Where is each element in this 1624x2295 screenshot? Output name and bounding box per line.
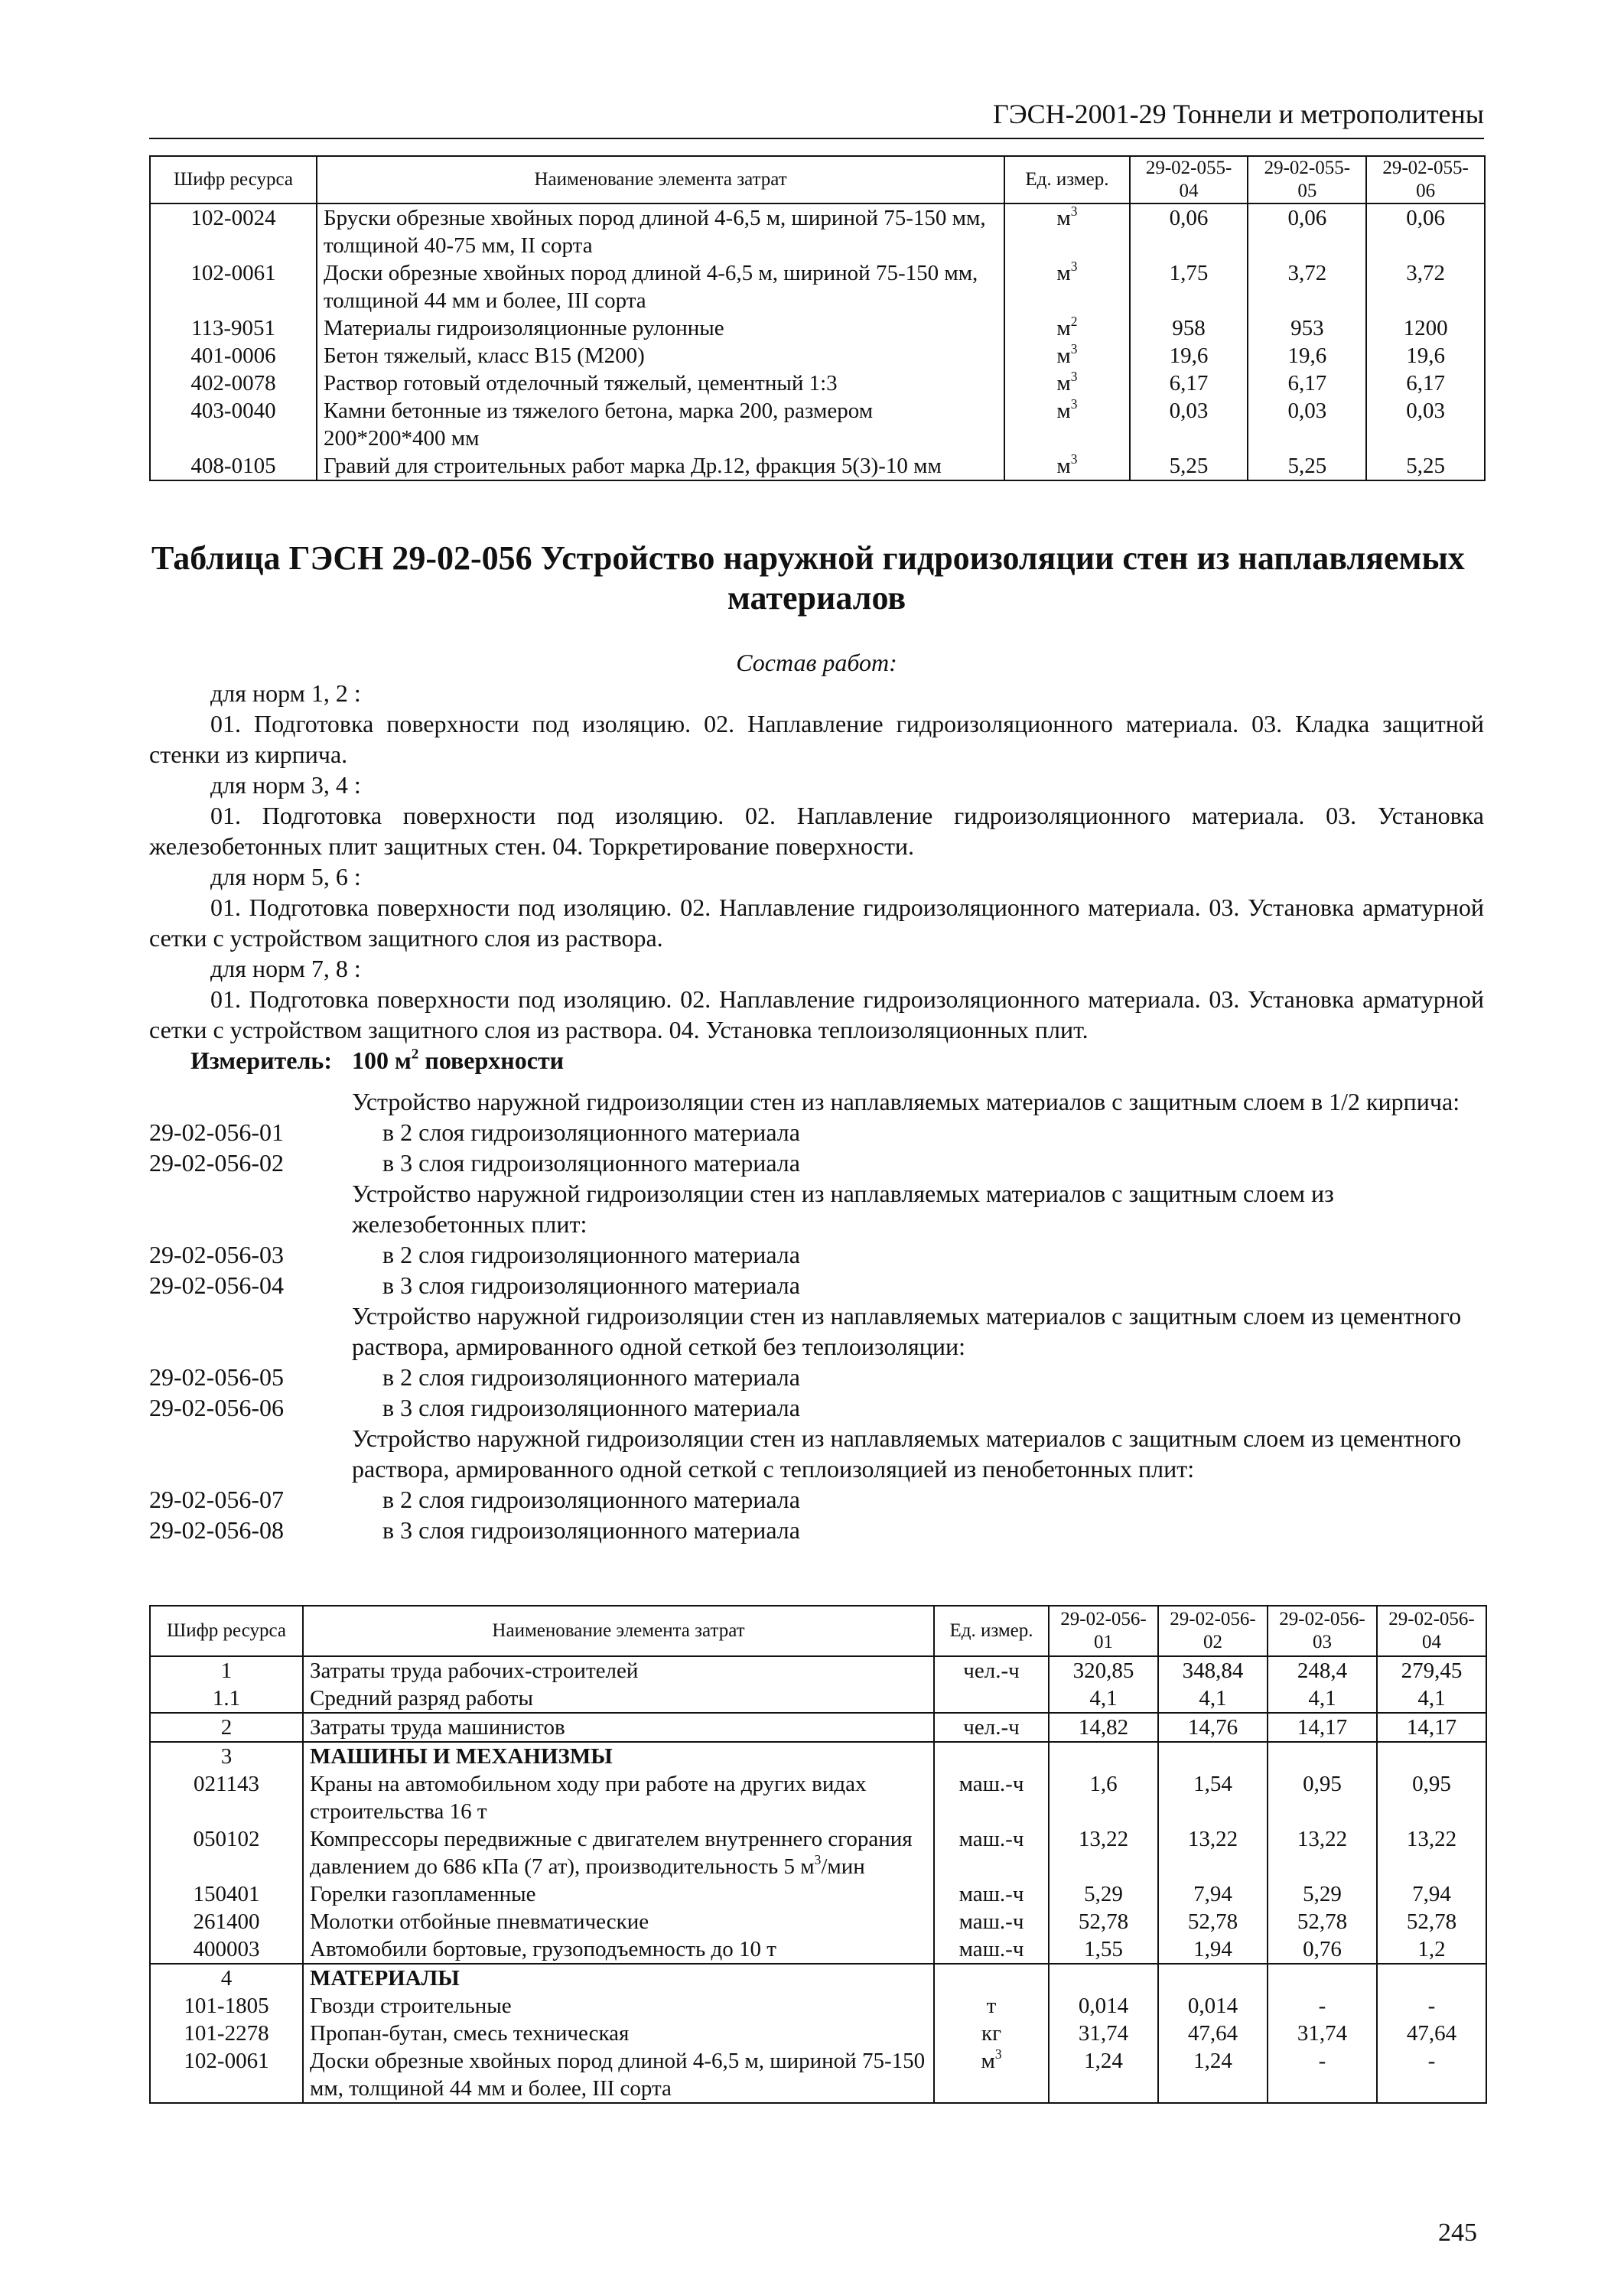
meter-value: 100 $м^2$ поверхности (351, 1046, 565, 1074)
works-description: 01. Подготовка поверхности под изоляцию. 02. Наплавление гидроизоляционного материала. 03. Кладка защитной стенки из кирпича. (149, 710, 1484, 768)
value (1049, 1742, 1158, 1770)
norm-description: в 3 слоя гидроизоляционного материала (382, 1271, 800, 1299)
value: 1,6 (1049, 1770, 1158, 1825)
column-header: 29-02-056-03 (1268, 1606, 1377, 1656)
value: 19,6 (1130, 342, 1248, 369)
value: 0,06 (1130, 203, 1248, 259)
value: 4,1 (1377, 1685, 1486, 1713)
resource-code: 402-0078 (150, 369, 317, 397)
superscript: 3 (1070, 397, 1078, 412)
norm-description: в 2 слоя гидроизоляционного материала (382, 1363, 800, 1391)
table-header-row (150, 156, 1485, 203)
unit: $м^3$ (1004, 452, 1129, 480)
value: 13,22 (1158, 1825, 1268, 1880)
value: 14,82 (1049, 1713, 1158, 1742)
resource-code: 4 (150, 1964, 303, 1992)
norm-code: 29-02-056-02 (149, 1149, 284, 1177)
table-row (150, 2047, 1486, 2103)
norm-description: Устройство наружной гидроизоляции стен из наплавляемых материалов с защитным слоем в 1/2 кирпича: (352, 1088, 1460, 1115)
value: 0,76 (1268, 1935, 1377, 1964)
superscript: 2 (411, 1046, 419, 1063)
table-header-row (150, 1606, 1486, 1656)
resource-table-056 (149, 1605, 1487, 2104)
value: 1,24 (1049, 2047, 1158, 2103)
value (1268, 1964, 1377, 1992)
resource-name: Доски обрезные хвойных пород длиной 4-6,5 м, шириной 75-150 мм, толщиной 44 мм и более, III сорта (317, 259, 1004, 314)
works-norm-label: для норм 5, 6 : (210, 863, 361, 890)
value: 4,1 (1049, 1685, 1158, 1713)
norm-list (149, 1086, 1484, 1545)
value (1158, 1742, 1268, 1770)
resource-name: Затраты труда рабочих-строителей (303, 1656, 934, 1685)
column-header: Наименование элемента затрат (317, 156, 1004, 203)
table-row (150, 1656, 1486, 1685)
norm-row (149, 1423, 1484, 1484)
value: 13,22 (1049, 1825, 1158, 1880)
norm-code (149, 1300, 352, 1362)
unit: чел.-ч (934, 1656, 1049, 1685)
works-description: 01. Подготовка поверхности под изоляцию. 02. Наплавление гидроизоляционного материала. 03. Установка арматурной сетки с устройством защитного слоя из раствора. (149, 894, 1484, 952)
resource-code: 3 (150, 1742, 303, 1770)
table-row (150, 1825, 1486, 1880)
resource-name: Горелки газопламенные (303, 1880, 934, 1908)
value (1377, 1742, 1486, 1770)
value: 52,78 (1268, 1908, 1377, 1935)
value: 0,95 (1268, 1770, 1377, 1825)
resource-name: Бетон тяжелый, класс В15 (М200) (317, 342, 1004, 369)
works-norm-label: для норм 3, 4 : (210, 771, 361, 799)
resource-table-055 (149, 155, 1486, 481)
resource-name: Материалы гидроизоляционные рулонные (317, 314, 1004, 342)
meter-label: Измеритель: (190, 1047, 332, 1074)
value: 7,94 (1377, 1880, 1486, 1908)
value: 13,22 (1268, 1825, 1377, 1880)
table-row (150, 203, 1485, 259)
value: 5,29 (1268, 1880, 1377, 1908)
superscript: 3 (994, 2047, 1002, 2062)
value: - (1268, 1992, 1377, 2020)
value: 5,25 (1248, 452, 1366, 480)
resource-code: 400003 (150, 1935, 303, 1964)
column-header: 29-02-055-06 (1366, 156, 1485, 203)
resource-code: 021143 (150, 1770, 303, 1825)
page-number: 245 (1438, 2218, 1477, 2247)
value: 13,22 (1377, 1825, 1486, 1880)
value: 348,84 (1158, 1656, 1268, 1685)
unit: $м^3$ (1004, 342, 1129, 369)
column-header: 29-02-056-02 (1158, 1606, 1268, 1656)
value: 3,72 (1366, 259, 1485, 314)
norm-code: 29-02-056-01 (149, 1118, 284, 1146)
value: 14,17 (1268, 1713, 1377, 1742)
resource-name: Молотки отбойные пневматические (303, 1908, 934, 1935)
column-header: Шифр ресурса (150, 156, 317, 203)
table-row (150, 369, 1485, 397)
value: 5,25 (1366, 452, 1485, 480)
value: 0,03 (1130, 397, 1248, 452)
works-description: 01. Подготовка поверхности под изоляцию. 02. Наплавление гидроизоляционного материала. 03. Установка железобетонных плит защитных стен. 04. Торкретирование поверхности. (149, 802, 1484, 860)
value: 248,4 (1268, 1656, 1377, 1685)
table-row (150, 1964, 1486, 1992)
unit (934, 1964, 1049, 1992)
unit: маш.-ч (934, 1825, 1049, 1880)
norm-description: в 3 слоя гидроизоляционного материала (382, 1149, 800, 1177)
value: 47,64 (1377, 2020, 1486, 2047)
resource-name: Бруски обрезные хвойных пород длиной 4-6,5 м, шириной 75-150 мм, толщиной 40-75 мм, II сорта (317, 203, 1004, 259)
resource-name: Гвозди строительные (303, 1992, 934, 2020)
unit: маш.-ч (934, 1770, 1049, 1825)
table-row (150, 1685, 1486, 1713)
norm-description: Устройство наружной гидроизоляции стен из наплавляемых материалов с защитным слоем из цементного раствора, армированного одной сеткой с теплоизоляцией из пенобетонных плит: (352, 1424, 1462, 1483)
value: 279,45 (1377, 1656, 1486, 1685)
unit: т (934, 1992, 1049, 2020)
norm-row (149, 1178, 1484, 1239)
resource-code: 150401 (150, 1880, 303, 1908)
superscript: 3 (1070, 203, 1078, 219)
norm-code (149, 1178, 352, 1239)
value: 6,17 (1248, 369, 1366, 397)
norm-row (149, 1086, 1484, 1117)
norm-description: в 2 слоя гидроизоляционного материала (382, 1241, 800, 1268)
resource-name: Пропан-бутан, смесь техническая (303, 2020, 934, 2047)
unit (934, 1685, 1049, 1713)
table-row (150, 1770, 1486, 1825)
resource-code: 403-0040 (150, 397, 317, 452)
header-rule (149, 138, 1484, 139)
value: 19,6 (1366, 342, 1485, 369)
superscript: 3 (1070, 452, 1078, 467)
works-description: 01. Подготовка поверхности под изоляцию. 02. Наплавление гидроизоляционного материала. 03. Установка арматурной сетки с устройством защитного слоя из раствора. 04. Установка теплоизоляционных плит. (149, 985, 1484, 1043)
value: 5,25 (1130, 452, 1248, 480)
value: 1,75 (1130, 259, 1248, 314)
resource-code: 401-0006 (150, 342, 317, 369)
value: 320,85 (1049, 1656, 1158, 1685)
unit: $м^3$ (1004, 369, 1129, 397)
table-row (150, 259, 1485, 314)
unit (934, 1742, 1049, 1770)
resource-code: 102-0024 (150, 203, 317, 259)
value: 14,76 (1158, 1713, 1268, 1742)
norm-code: 29-02-056-07 (149, 1486, 284, 1513)
resource-name: Доски обрезные хвойных пород длиной 4-6,5 м, шириной 75-150 мм, толщиной 44 мм и более, III сорта (303, 2047, 934, 2103)
value: 0,014 (1049, 1992, 1158, 2020)
resource-code: 101-1805 (150, 1992, 303, 2020)
column-header: 29-02-055-05 (1248, 156, 1366, 203)
table-row (150, 1935, 1486, 1964)
value: 1,94 (1158, 1935, 1268, 1964)
table-row (150, 1880, 1486, 1908)
value: - (1377, 2047, 1486, 2103)
table-row (150, 2020, 1486, 2047)
resource-name: Автомобили бортовые, грузоподъемность до 10 т (303, 1935, 934, 1964)
norm-code (149, 1086, 352, 1117)
value: 1,24 (1158, 2047, 1268, 2103)
value: 1200 (1366, 314, 1485, 342)
norm-row (149, 1270, 1484, 1300)
table-row (150, 1742, 1486, 1770)
norm-row (149, 1148, 1484, 1178)
resource-code: 408-0105 (150, 452, 317, 480)
running-header: ГЭСН-2001-29 Тоннели и метрополитены (993, 99, 1484, 129)
value: 5,29 (1049, 1880, 1158, 1908)
table-title (149, 539, 1484, 617)
resource-name: Краны на автомобильном ходу при работе на других видах строительства 16 т (303, 1770, 934, 1825)
superscript: 3 (1070, 342, 1078, 356)
norm-description: Устройство наружной гидроизоляции стен из наплавляемых материалов с защитным слоем из цементного раствора, армированного одной сеткой без теплоизоляции: (352, 1302, 1462, 1360)
table-row (150, 452, 1485, 480)
norm-description: в 2 слоя гидроизоляционного материала (382, 1486, 800, 1513)
norm-row (149, 1484, 1484, 1515)
value: 3,72 (1248, 259, 1366, 314)
column-header: Наименование элемента затрат (303, 1606, 934, 1656)
norm-code: 29-02-056-03 (149, 1241, 284, 1268)
resource-code: 2 (150, 1713, 303, 1742)
value: 7,94 (1158, 1880, 1268, 1908)
value: 52,78 (1049, 1908, 1158, 1935)
table-row (150, 397, 1485, 452)
unit: $м^2$ (1004, 314, 1129, 342)
column-header: Ед. измер. (934, 1606, 1049, 1656)
norm-row (149, 1392, 1484, 1423)
resource-code: 101-2278 (150, 2020, 303, 2047)
superscript: 2 (1070, 314, 1078, 329)
unit: $м^3$ (1004, 397, 1129, 452)
value: 0,95 (1377, 1770, 1486, 1825)
value: 0,03 (1248, 397, 1366, 452)
value: 19,6 (1248, 342, 1366, 369)
resource-code: 261400 (150, 1908, 303, 1935)
norm-code: 29-02-056-05 (149, 1363, 284, 1391)
resource-name: Затраты труда машинистов (303, 1713, 934, 1742)
table-title-line-2: материалов (727, 579, 906, 617)
value: 52,78 (1158, 1908, 1268, 1935)
resource-name: Камни бетонные из тяжелого бетона, марка 200, размером 200*200*400 мм (317, 397, 1004, 452)
resource-code: 050102 (150, 1825, 303, 1880)
resource-name: МАШИНЫ И МЕХАНИЗМЫ (303, 1742, 934, 1770)
unit: кг (934, 2020, 1049, 2047)
table-row (150, 342, 1485, 369)
value (1158, 1964, 1268, 1992)
unit: маш.-ч (934, 1935, 1049, 1964)
norm-description: в 3 слоя гидроизоляционного материала (382, 1394, 800, 1421)
value: 52,78 (1377, 1908, 1486, 1935)
unit: $м^3$ (934, 2047, 1049, 2103)
meter-line (149, 1045, 1484, 1076)
superscript: 3 (1070, 259, 1078, 274)
unit: $м^3$ (1004, 259, 1129, 314)
superscript: 3 (1070, 369, 1078, 384)
column-header: 29-02-056-01 (1049, 1606, 1158, 1656)
value (1049, 1964, 1158, 1992)
column-header: Ед. измер. (1004, 156, 1129, 203)
resource-code: 102-0061 (150, 259, 317, 314)
table-row (150, 1908, 1486, 1935)
value: 14,17 (1377, 1713, 1486, 1742)
value: 4,1 (1268, 1685, 1377, 1713)
norm-row (149, 1300, 1484, 1362)
superscript: 3 (814, 1851, 822, 1867)
table-row (150, 314, 1485, 342)
norm-code: 29-02-056-04 (149, 1271, 284, 1299)
value: 958 (1130, 314, 1248, 342)
value: 1,2 (1377, 1935, 1486, 1964)
value: - (1377, 1992, 1486, 2020)
value: 0,06 (1248, 203, 1366, 259)
table-title-line-1: Таблица ГЭСН 29-02-056 Устройство наружной гидроизоляции стен из наплавляемых (151, 539, 1465, 577)
table-row (150, 1992, 1486, 2020)
value: 953 (1248, 314, 1366, 342)
norm-code: 29-02-056-06 (149, 1394, 284, 1421)
norm-row (149, 1515, 1484, 1545)
resource-code: 113-9051 (150, 314, 317, 342)
column-header: 29-02-055-04 (1130, 156, 1248, 203)
value: 47,64 (1158, 2020, 1268, 2047)
unit: чел.-ч (934, 1713, 1049, 1742)
column-header: 29-02-056-04 (1377, 1606, 1486, 1656)
norm-row (149, 1239, 1484, 1270)
works-heading: Состав работ: (736, 649, 897, 676)
value: 0,014 (1158, 1992, 1268, 2020)
resource-name: Гравий для строительных работ марка Др.12, фракция 5(3)-10 мм (317, 452, 1004, 480)
norm-code: 29-02-056-08 (149, 1516, 284, 1544)
resource-name: Средний разряд работы (303, 1685, 934, 1713)
resource-name: МАТЕРИАЛЫ (303, 1964, 934, 1992)
value (1268, 1742, 1377, 1770)
value: - (1268, 2047, 1377, 2103)
unit: $м^3$ (1004, 203, 1129, 259)
value: 4,1 (1158, 1685, 1268, 1713)
value: 0,03 (1366, 397, 1485, 452)
table-row (150, 1713, 1486, 1742)
value: 1,54 (1158, 1770, 1268, 1825)
column-header: Шифр ресурса (150, 1606, 303, 1656)
norm-description: в 3 слоя гидроизоляционного материала (382, 1516, 800, 1544)
value: 1,55 (1049, 1935, 1158, 1964)
value (1377, 1964, 1486, 1992)
value: 6,17 (1130, 369, 1248, 397)
resource-name: Раствор готовый отделочный тяжелый, цементный 1:3 (317, 369, 1004, 397)
value: 31,74 (1049, 2020, 1158, 2047)
resource-code: 102-0061 (150, 2047, 303, 2103)
norm-description: Устройство наружной гидроизоляции стен из наплавляемых материалов с защитным слоем из железобетонных плит: (352, 1180, 1334, 1238)
works-section (149, 647, 1484, 1076)
resource-name: Компрессоры передвижные с двигателем внутреннего сгорания давлением до 686 кПа (7 ат), производительность 5 $м^3$/мин (303, 1825, 934, 1880)
resource-code: 1 (150, 1656, 303, 1685)
unit: маш.-ч (934, 1908, 1049, 1935)
norm-description: в 2 слоя гидроизоляционного материала (382, 1118, 800, 1146)
value: 6,17 (1366, 369, 1485, 397)
value: 0,06 (1366, 203, 1485, 259)
works-norm-label: для норм 7, 8 : (210, 955, 361, 982)
value: 31,74 (1268, 2020, 1377, 2047)
unit: маш.-ч (934, 1880, 1049, 1908)
norm-row (149, 1117, 1484, 1148)
resource-code: 1.1 (150, 1685, 303, 1713)
works-norm-label: для норм 1, 2 : (210, 679, 361, 707)
norm-code (149, 1423, 352, 1484)
norm-row (149, 1362, 1484, 1392)
